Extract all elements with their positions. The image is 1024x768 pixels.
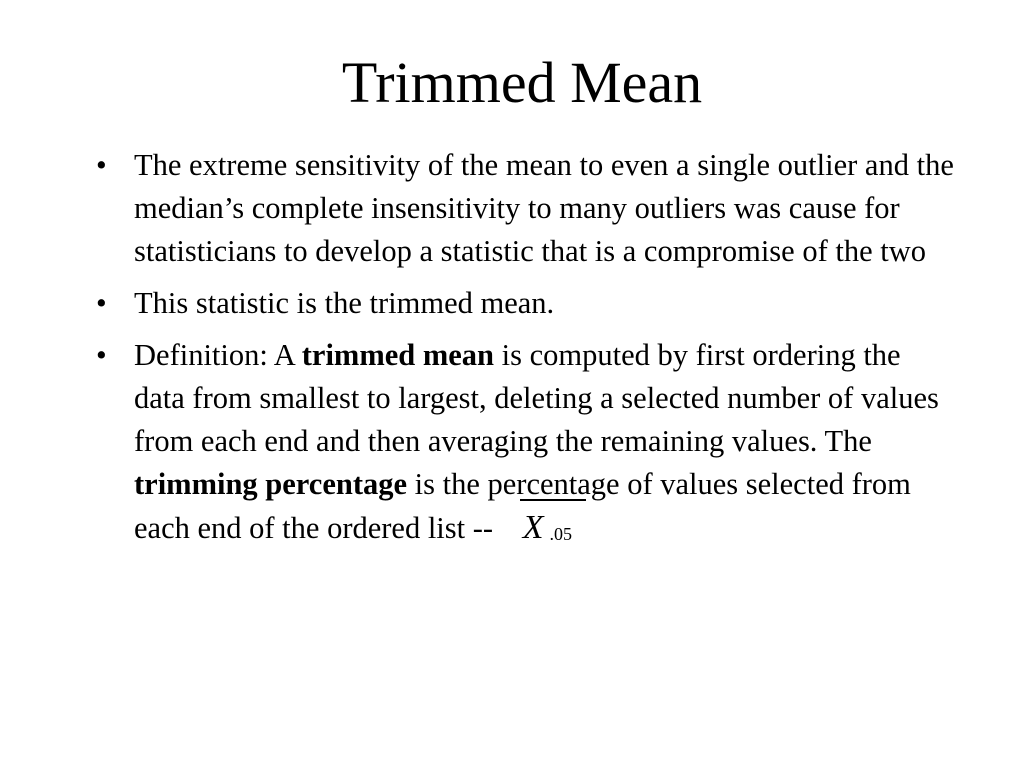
bullet-icon: • (96, 148, 107, 182)
term-trimmed-mean: trimmed mean (301, 338, 495, 372)
bullet-list (96, 144, 956, 565)
definition-text-a: Definition: A (134, 338, 302, 372)
bullet-text-1: The extreme sensitivity of the mean to even a single outlier and the median’s complete insensitivity to many outliers was cause for statisticians to develop a statistic that is a compromise of the two (134, 148, 954, 268)
bullet-text-2: This statistic is the trimmed mean. (134, 286, 555, 320)
bullet-item-3 (96, 334, 956, 556)
x-bar-overline (520, 499, 586, 501)
bullet-icon: • (96, 286, 107, 320)
bullet-item-2 (96, 282, 956, 325)
x-bar-letter: X (522, 509, 544, 546)
definition-text-b: is computed by first ordering the data from smallest to largest, deleting a selected number of values from each end and then averaging the remaining values. The (134, 338, 939, 458)
x-bar-symbol (523, 506, 572, 556)
slide-title: Trimmed Mean (341, 50, 703, 115)
term-trimming-percentage: trimming percentage (134, 467, 408, 501)
definition-text-c: is the percentage of values selected from each end of the ordered list -- (134, 467, 911, 545)
bullet-text-3 (134, 334, 956, 556)
bullet-item-1 (96, 144, 956, 273)
bullet-icon: • (96, 338, 107, 372)
x-bar-subscript: .05 (549, 524, 572, 544)
